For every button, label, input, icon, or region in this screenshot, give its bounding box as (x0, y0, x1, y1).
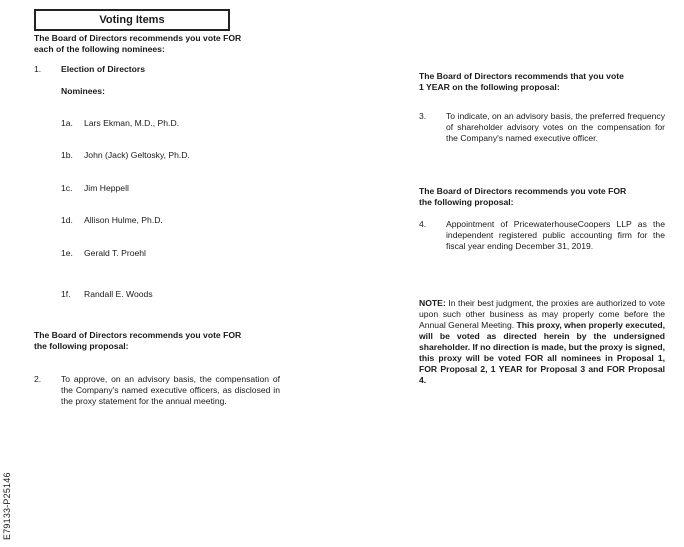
nominee-1b (61, 150, 190, 161)
note-text-bold: This proxy, when properly executed, will be voted as directed herein by the undersigned shareholder. If no direction is made, but the proxy is signed, this proxy will be voted FOR all nominees in Proposal 1, FOR Proposal 2, 1 YEAR for Proposal 3 and FOR Proposal 4. (419, 320, 665, 385)
item-1-label: Election of Directors (61, 64, 146, 74)
item-2-text: To approve, on an advisory basis, the compensation of the Company's named executive officers, as disclosed in the proxy statement for the annual meeting. (61, 374, 280, 406)
nominee-1d (61, 215, 163, 226)
item-4-number: 4. (419, 219, 427, 229)
nominee-name: Lars Ekman, M.D., Ph.D. (84, 118, 180, 128)
nominee-1f (61, 289, 153, 300)
nominees-label: Nominees: (61, 86, 105, 96)
item-3-number: 3. (419, 111, 427, 121)
nominee-number: 1a. (61, 118, 73, 128)
nominee-name: Randall E. Woods (84, 289, 153, 299)
item-2-number: 2. (34, 374, 42, 384)
nominee-name: Jim Heppell (84, 183, 129, 193)
nominee-number: 1f. (61, 289, 71, 299)
recommendation-1 (34, 33, 274, 55)
document-code: E79133-P25146 (2, 472, 12, 540)
recommendation-4-line-2: the following proposal: (419, 197, 514, 207)
recommendation-3-line-2: 1 YEAR on the following proposal: (419, 82, 560, 92)
recommendation-3 (419, 71, 669, 93)
nominee-name: John (Jack) Geltosky, Ph.D. (84, 150, 190, 160)
recommendation-1-line-2: each of the following nominees: (34, 44, 165, 54)
nominee-1a (61, 118, 179, 129)
recommendation-2-line-2: the following proposal: (34, 341, 129, 351)
note-text-plain: In their best judgment, the proxies are authorized to vote upon such other business as may properly come before the Annual General Meeting. (419, 298, 665, 330)
recommendation-2 (34, 330, 274, 352)
recommendation-4 (419, 186, 669, 208)
nominee-number: 1d. (61, 215, 73, 225)
section-title: Voting Items (34, 9, 230, 31)
nominee-1c (61, 183, 129, 194)
nominee-name: Gerald T. Proehl (84, 248, 146, 258)
nominee-number: 1c. (61, 183, 73, 193)
recommendation-2-line-1: The Board of Directors recommends you vote FOR (34, 330, 242, 340)
nominee-number: 1b. (61, 150, 73, 160)
note-label: NOTE: (419, 298, 446, 308)
recommendation-3-line-1: The Board of Directors recommends that you vote (419, 71, 624, 81)
proxy-note (419, 298, 665, 386)
item-4-text: Appointment of PricewaterhouseCoopers LLP as the independent registered public accounting firm for the fiscal year ending December 31, 2019. (446, 219, 665, 251)
nominee-number: 1e. (61, 248, 73, 258)
nominee-name: Allison Hulme, Ph.D. (84, 215, 163, 225)
recommendation-4-line-1: The Board of Directors recommends you vote FOR (419, 186, 627, 196)
item-3-text: To indicate, on an advisory basis, the preferred frequency of shareholder advisory votes on the compensation for the Company's named executive officer. (446, 111, 665, 143)
item-1-number: 1. (34, 64, 42, 74)
recommendation-1-line-1: The Board of Directors recommends you vote FOR (34, 33, 242, 43)
nominee-1e (61, 248, 146, 259)
